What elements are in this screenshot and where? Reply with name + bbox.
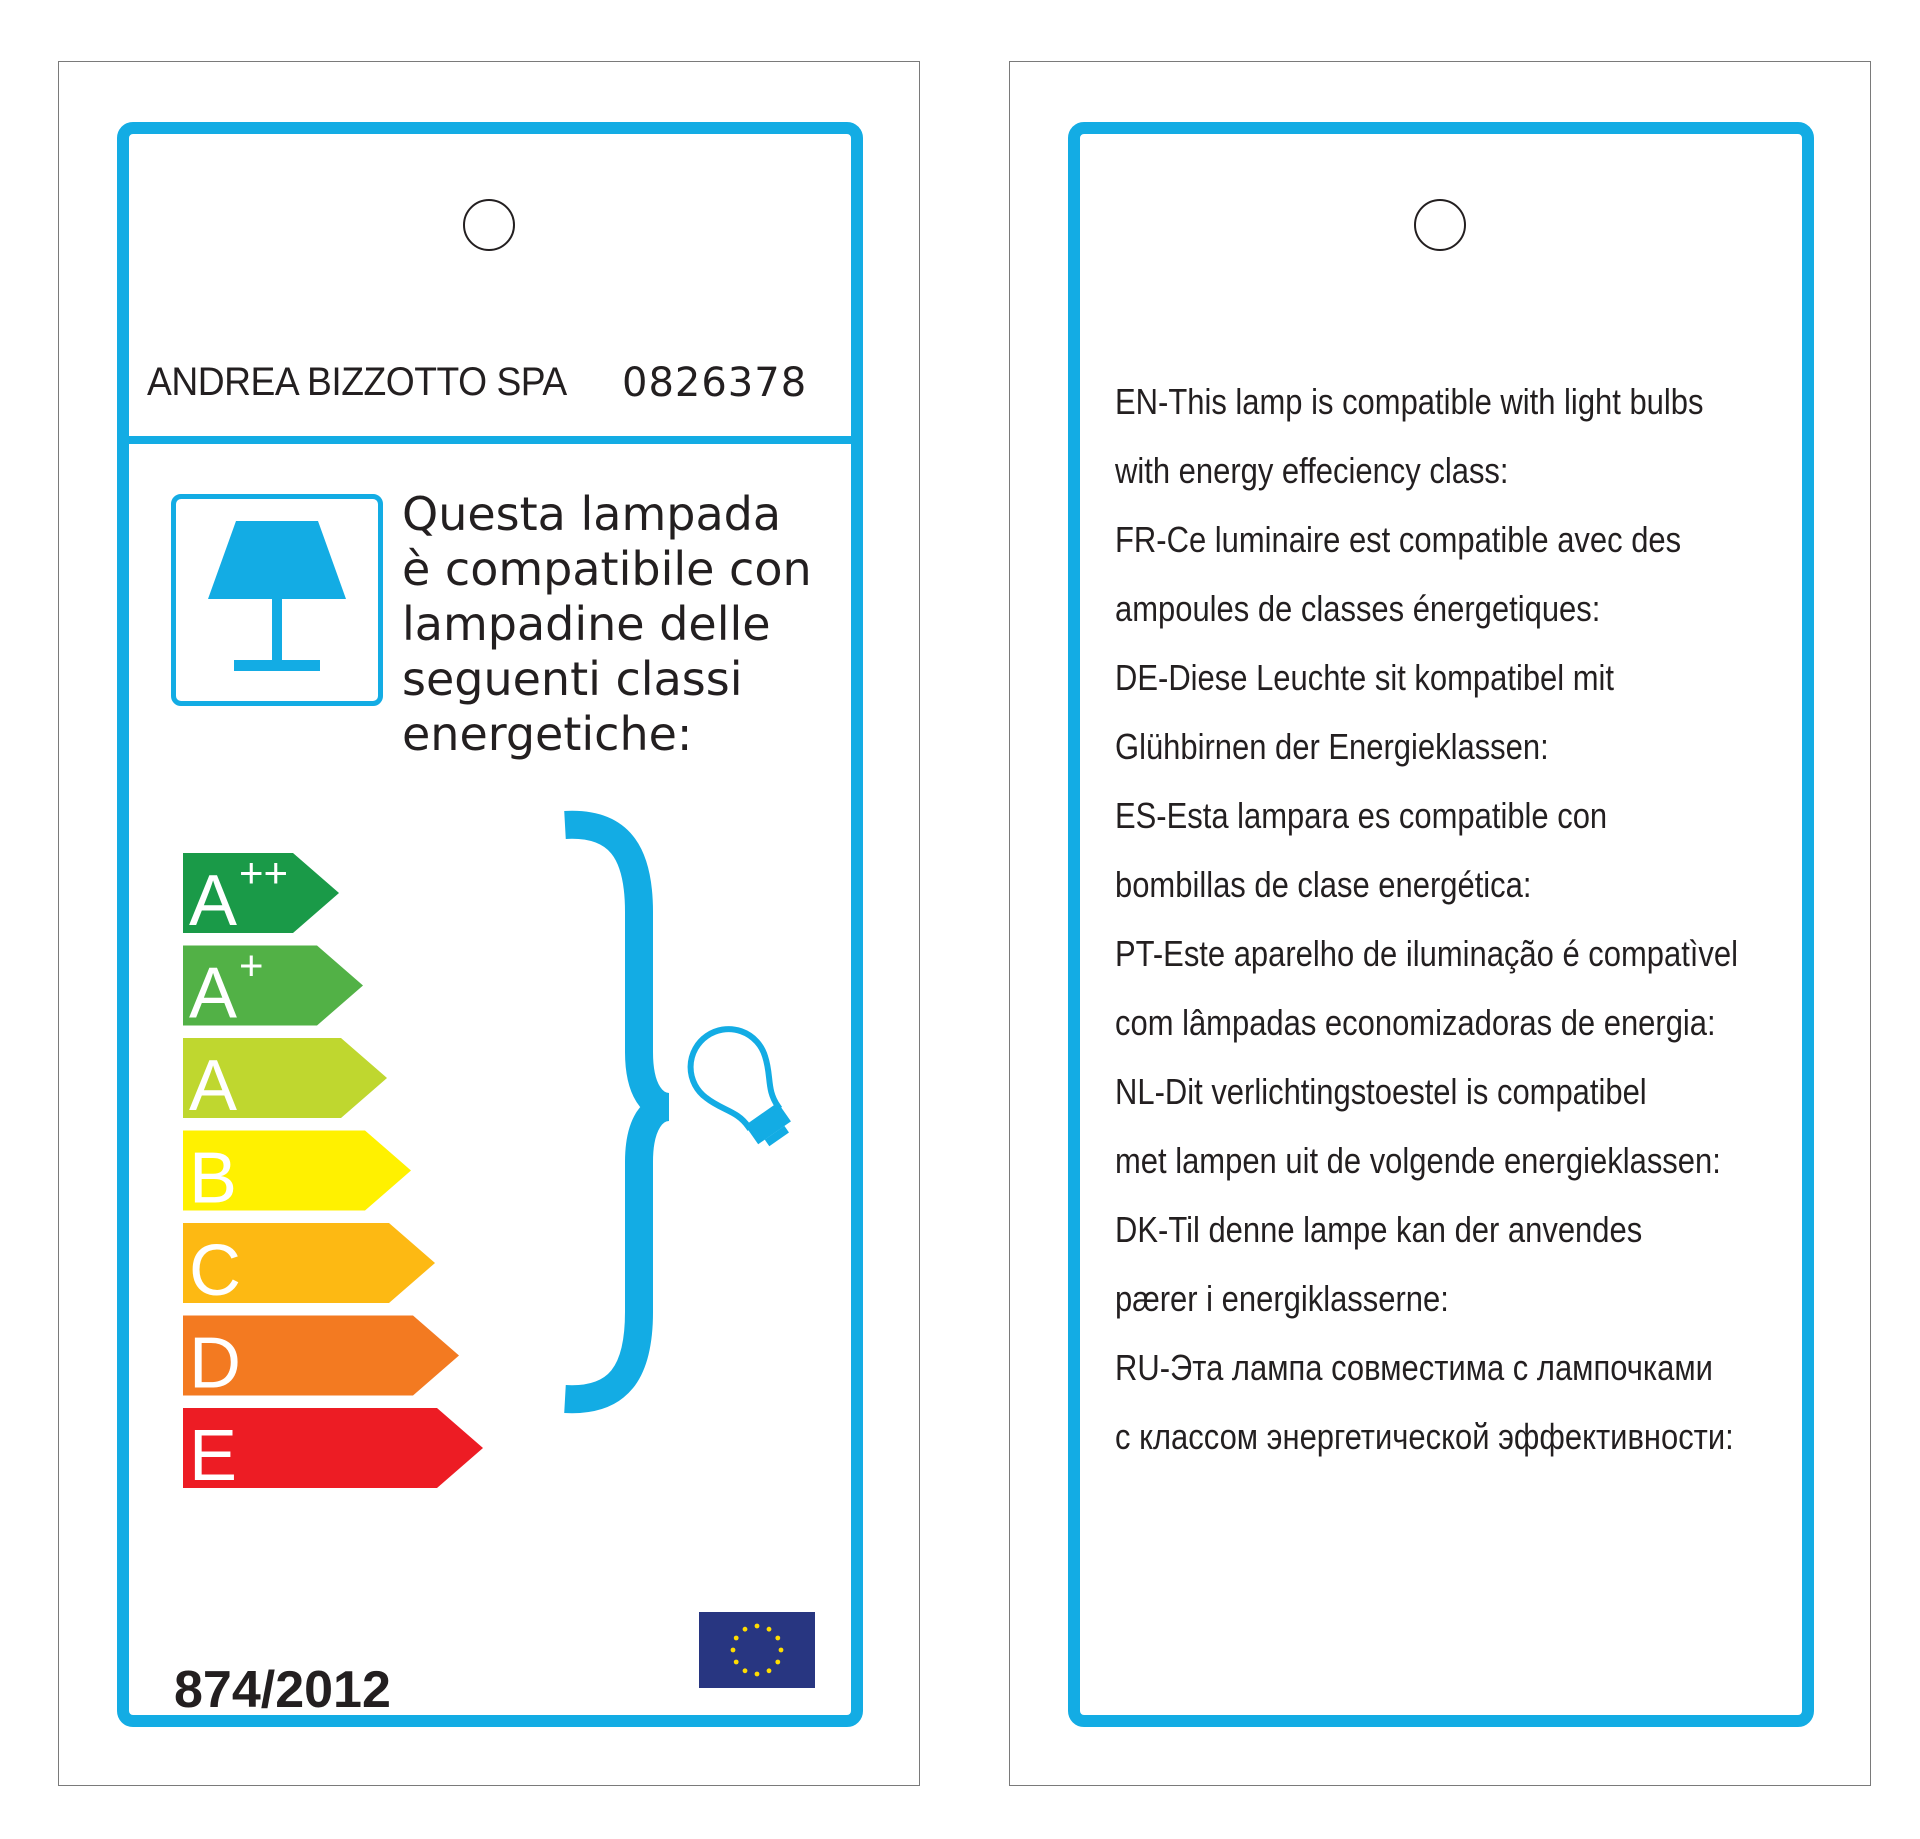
eu-star (734, 1660, 739, 1665)
translation-line: RU-Эта лампа совместима с лампочками (1115, 1347, 1713, 1388)
energy-class-letter: E (189, 1416, 238, 1496)
multilingual-text (1115, 367, 1815, 1471)
energy-class-1 (183, 849, 339, 941)
compatibility-line: è compatibile con (402, 542, 812, 596)
energy-class-7 (183, 1408, 483, 1496)
eu-star (755, 1672, 760, 1677)
manufacturer-name: ANDREA BIZZOTTO SPA (147, 360, 567, 404)
translation-line: with energy effeciency class: (1115, 450, 1509, 491)
energy-class-5 (183, 1223, 435, 1311)
eu-star (731, 1648, 736, 1653)
eu-flag-icon (699, 1612, 815, 1688)
translation-line: com lâmpadas economizadoras de energia: (1115, 1002, 1716, 1043)
compatibility-line: Questa lampada (402, 487, 782, 541)
compatibility-line: lampadine delle (402, 597, 771, 651)
translation-line: DK-Til denne lampe kan der anvendes (1115, 1209, 1643, 1250)
translation-line: PT-Este aparelho de iluminação é compatìvel (1115, 933, 1738, 974)
eu-star (767, 1627, 772, 1632)
translation-line: ampoules de classes énergetiques: (1115, 588, 1601, 629)
regulation-number: 874/2012 (174, 1661, 391, 1719)
eu-star (775, 1660, 780, 1665)
hang-hole (1414, 199, 1466, 251)
eu-star (755, 1624, 760, 1629)
energy-class-suffix: + (239, 941, 264, 989)
translation-line: ES-Esta lampara es compatible con (1115, 795, 1608, 836)
translation-line: Glühbirnen der Energieklassen: (1115, 726, 1549, 767)
translation-line: FR-Ce luminaire est compatible avec des (1115, 519, 1682, 560)
eu-star (734, 1636, 739, 1641)
energy-class-2 (183, 942, 363, 1034)
translation-line: NL-Dit verlichtingstoestel is compatibel (1115, 1071, 1647, 1112)
eu-star (743, 1668, 748, 1673)
energy-class-letter: D (189, 1323, 241, 1404)
product-code: 0826378 (622, 360, 808, 406)
energy-class-4 (183, 1131, 411, 1219)
eu-star (743, 1627, 748, 1632)
energy-class-6 (183, 1316, 459, 1404)
translation-line: met lampen uit de volgende energieklassen: (1115, 1140, 1721, 1181)
energy-label-back (1009, 61, 1871, 1786)
energy-class-3 (183, 1038, 387, 1126)
translation-line: DE-Diese Leuchte sit kompatibel mit (1115, 657, 1615, 698)
energy-class-letter: B (189, 1138, 238, 1219)
curly-brace-icon (565, 825, 669, 1399)
compatibility-line: energetiche: (402, 707, 693, 761)
eu-star (775, 1636, 780, 1641)
compatibility-line: seguenti classi (402, 652, 743, 706)
energy-class-scale (59, 62, 921, 1787)
translation-line: с классом энергетической эффективности: (1115, 1416, 1734, 1457)
eu-star (767, 1668, 772, 1673)
light-bulb-icon (676, 1014, 811, 1161)
eu-star (779, 1648, 784, 1653)
translation-line: EN-This lamp is compatible with light bulbs (1115, 381, 1704, 422)
energy-label-front (58, 61, 920, 1786)
translation-line: bombillas de clase energética: (1115, 864, 1532, 905)
energy-class-suffix: ++ (239, 849, 289, 896)
energy-class-letter: A (189, 953, 238, 1034)
translation-line: pærer i energiklasserne: (1115, 1278, 1449, 1319)
energy-class-letter: A (189, 861, 238, 941)
energy-class-letter: C (189, 1231, 241, 1311)
energy-class-letter: A (189, 1046, 238, 1126)
